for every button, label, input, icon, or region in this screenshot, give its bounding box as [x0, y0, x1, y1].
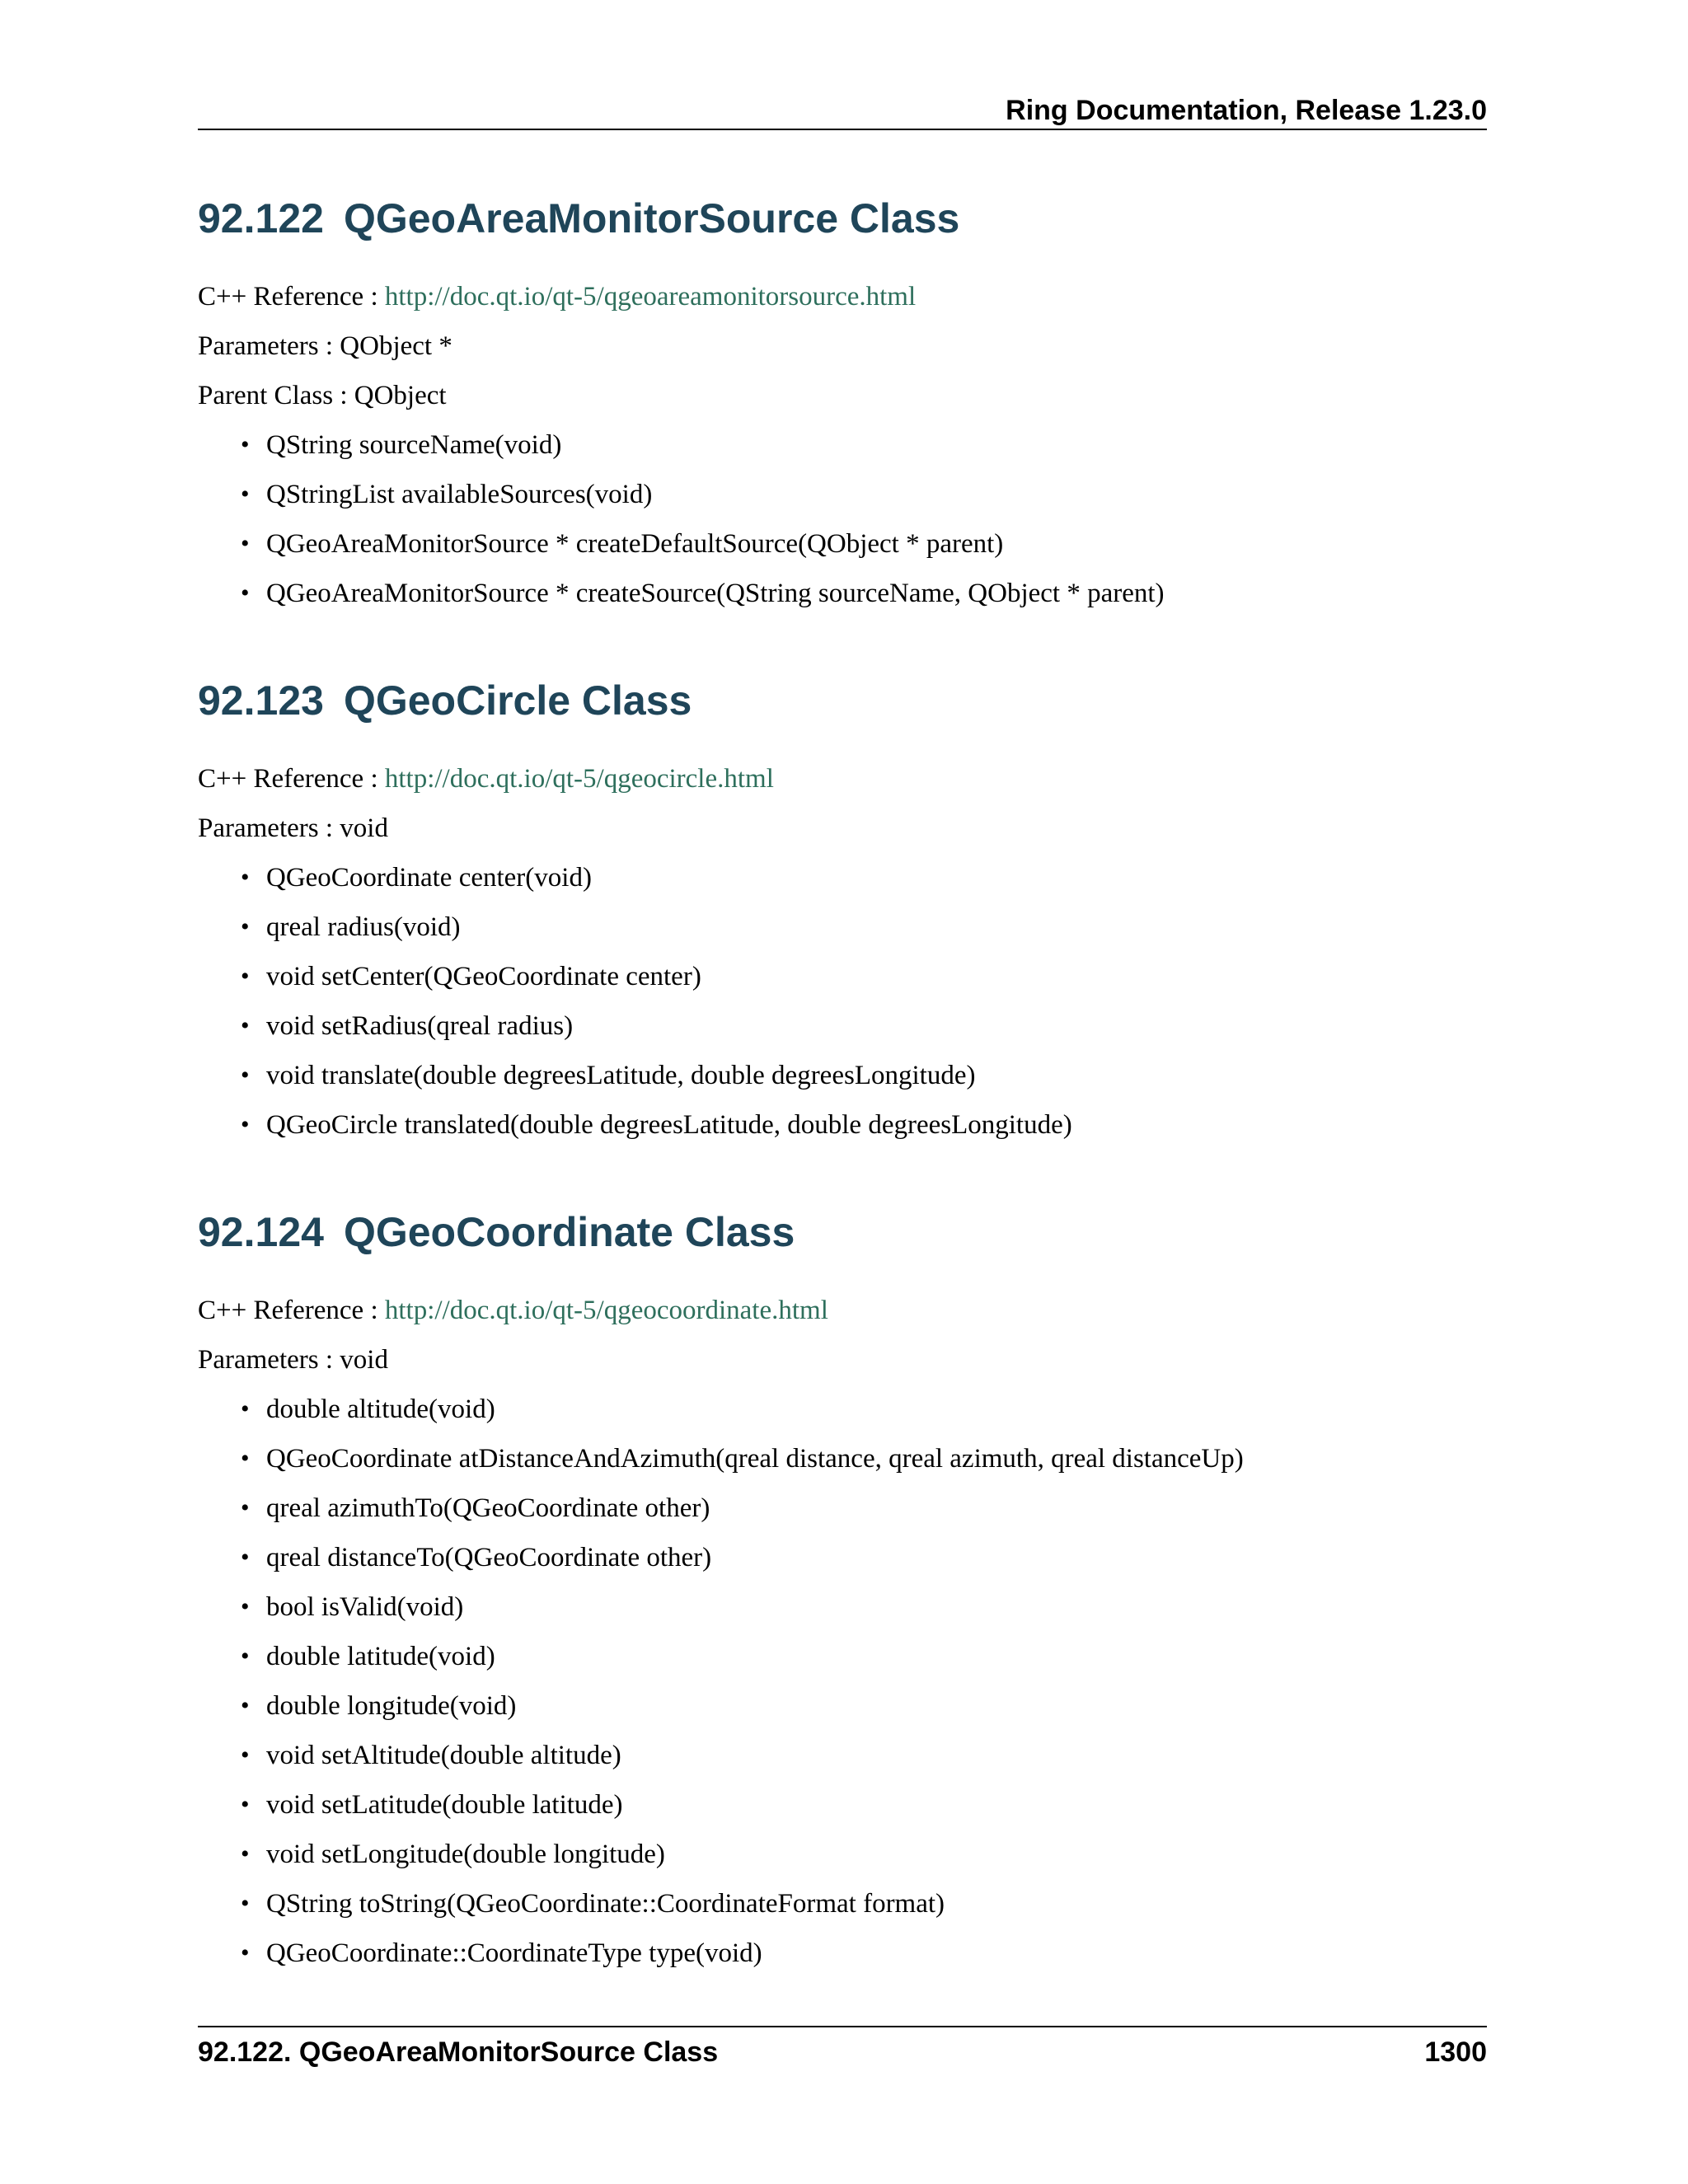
- parameters-label: Parameters :: [198, 331, 334, 361]
- list-item: [198, 1929, 1487, 1978]
- running-footer: [198, 2026, 1487, 2077]
- list-item: [198, 470, 1487, 519]
- section-number: 92.123: [198, 677, 324, 724]
- method-signature: qreal azimuthTo(QGeoCoordinate other): [266, 1493, 710, 1523]
- method-signature: qreal radius(void): [266, 912, 461, 942]
- method-list: [198, 853, 1487, 1150]
- method-signature: QString toString(QGeoCoordinate::CoordinateFormat format): [266, 1889, 945, 1919]
- section-title: [198, 672, 1487, 729]
- bullet-icon: •: [241, 1741, 250, 1769]
- section-title-text: QGeoAreaMonitorSource Class: [343, 195, 960, 241]
- bullet-icon: •: [241, 480, 250, 508]
- parent-class-value: QObject: [354, 381, 447, 410]
- list-item: [198, 1780, 1487, 1830]
- parameters-label: Parameters :: [198, 1345, 334, 1375]
- section-qgeocoordinate: [198, 1203, 1487, 1978]
- method-signature: void translate(double degreesLatitude, double degreesLongitude): [266, 1061, 976, 1090]
- bullet-icon: •: [241, 530, 250, 557]
- cpp-reference: [198, 272, 1487, 321]
- section-title-text: QGeoCircle Class: [343, 677, 692, 724]
- list-item: [198, 1731, 1487, 1780]
- method-signature: QGeoAreaMonitorSource * createDefaultSource(QObject * parent): [266, 529, 1004, 559]
- list-item: [198, 569, 1487, 618]
- list-item: [198, 1385, 1487, 1434]
- parameters: [198, 1335, 1487, 1385]
- cpp-reference: [198, 1286, 1487, 1335]
- bullet-icon: •: [241, 1939, 250, 1966]
- parameters-value: void: [340, 813, 388, 843]
- method-signature: qreal distanceTo(QGeoCoordinate other): [266, 1543, 712, 1572]
- method-signature: QGeoAreaMonitorSource * createSource(QString sourceName, QObject * parent): [266, 579, 1165, 608]
- section-qgeoareamonitorsource: [198, 190, 1487, 618]
- list-item: [198, 1879, 1487, 1929]
- bullet-icon: •: [241, 913, 250, 940]
- method-signature: QStringList availableSources(void): [266, 480, 653, 509]
- cpp-reference: [198, 754, 1487, 804]
- method-signature: QGeoCoordinate::CoordinateType type(void): [266, 1938, 762, 1968]
- list-item: [198, 1632, 1487, 1681]
- section-number: 92.124: [198, 1209, 324, 1255]
- method-signature: QString sourceName(void): [266, 430, 562, 460]
- method-list: [198, 420, 1487, 618]
- method-signature: double altitude(void): [266, 1394, 495, 1424]
- parameters: [198, 321, 1487, 371]
- method-signature: void setCenter(QGeoCoordinate center): [266, 962, 701, 991]
- method-signature: void setAltitude(double altitude): [266, 1741, 621, 1770]
- method-signature: QGeoCircle translated(double degreesLatitude, double degreesLongitude): [266, 1110, 1072, 1140]
- method-signature: QGeoCoordinate center(void): [266, 863, 592, 893]
- list-item: [198, 420, 1487, 470]
- list-item: [198, 1681, 1487, 1731]
- cpp-reference-label: C++ Reference :: [198, 1296, 378, 1325]
- list-item: [198, 1830, 1487, 1879]
- bullet-icon: •: [241, 1012, 250, 1039]
- method-signature: double longitude(void): [266, 1691, 517, 1721]
- method-signature: QGeoCoordinate atDistanceAndAzimuth(qreal distance, qreal azimuth, qreal distanceUp): [266, 1444, 1244, 1474]
- cpp-reference-link[interactable]: http://doc.qt.io/qt-5/qgeoareamonitorsource.html: [384, 282, 917, 312]
- page-number: 1300: [1424, 2036, 1487, 2068]
- list-item: [198, 1582, 1487, 1632]
- bullet-icon: •: [241, 1544, 250, 1571]
- parameters: [198, 804, 1487, 853]
- list-item: [198, 1483, 1487, 1533]
- method-signature: double latitude(void): [266, 1642, 495, 1671]
- cpp-reference-link[interactable]: http://doc.qt.io/qt-5/qgeocircle.html: [384, 764, 774, 794]
- method-signature: void setLatitude(double latitude): [266, 1790, 623, 1820]
- section-number: 92.122: [198, 195, 324, 241]
- bullet-icon: •: [241, 1890, 250, 1917]
- method-signature: bool isValid(void): [266, 1592, 464, 1622]
- bullet-icon: •: [241, 864, 250, 891]
- bullet-icon: •: [241, 1445, 250, 1472]
- list-item: [198, 853, 1487, 902]
- list-item: [198, 952, 1487, 1001]
- parent-class-label: Parent Class :: [198, 381, 348, 410]
- list-item: [198, 1533, 1487, 1582]
- list-item: [198, 1100, 1487, 1150]
- bullet-icon: •: [241, 1643, 250, 1670]
- section-title: [198, 190, 1487, 247]
- bullet-icon: •: [241, 579, 250, 607]
- parameters-value: void: [340, 1345, 388, 1375]
- section-title-text: QGeoCoordinate Class: [343, 1209, 795, 1255]
- list-item: [198, 1051, 1487, 1100]
- bullet-icon: •: [241, 1791, 250, 1818]
- method-list: [198, 1385, 1487, 1978]
- bullet-icon: •: [241, 1494, 250, 1521]
- bullet-icon: •: [241, 1593, 250, 1620]
- section-title: [198, 1203, 1487, 1261]
- bullet-icon: •: [241, 1840, 250, 1868]
- bullet-icon: •: [241, 1111, 250, 1138]
- method-signature: void setLongitude(double longitude): [266, 1840, 665, 1869]
- list-item: [198, 1001, 1487, 1051]
- cpp-reference-link[interactable]: http://doc.qt.io/qt-5/qgeocoordinate.html: [384, 1296, 828, 1325]
- list-item: [198, 1434, 1487, 1483]
- parent-class: [198, 371, 1487, 420]
- bullet-icon: •: [241, 1062, 250, 1089]
- bullet-icon: •: [241, 1692, 250, 1719]
- parameters-value: QObject *: [340, 331, 452, 361]
- bullet-icon: •: [241, 1395, 250, 1422]
- list-item: [198, 902, 1487, 952]
- method-signature: void setRadius(qreal radius): [266, 1011, 574, 1041]
- parameters-label: Parameters :: [198, 813, 334, 843]
- footer-section-ref: 92.122. QGeoAreaMonitorSource Class: [198, 2036, 719, 2068]
- cpp-reference-label: C++ Reference :: [198, 764, 378, 794]
- section-qgeocircle: [198, 672, 1487, 1150]
- bullet-icon: •: [241, 963, 250, 990]
- cpp-reference-label: C++ Reference :: [198, 282, 378, 312]
- bullet-icon: •: [241, 431, 250, 458]
- running-header: Ring Documentation, Release 1.23.0: [198, 89, 1487, 130]
- list-item: [198, 519, 1487, 569]
